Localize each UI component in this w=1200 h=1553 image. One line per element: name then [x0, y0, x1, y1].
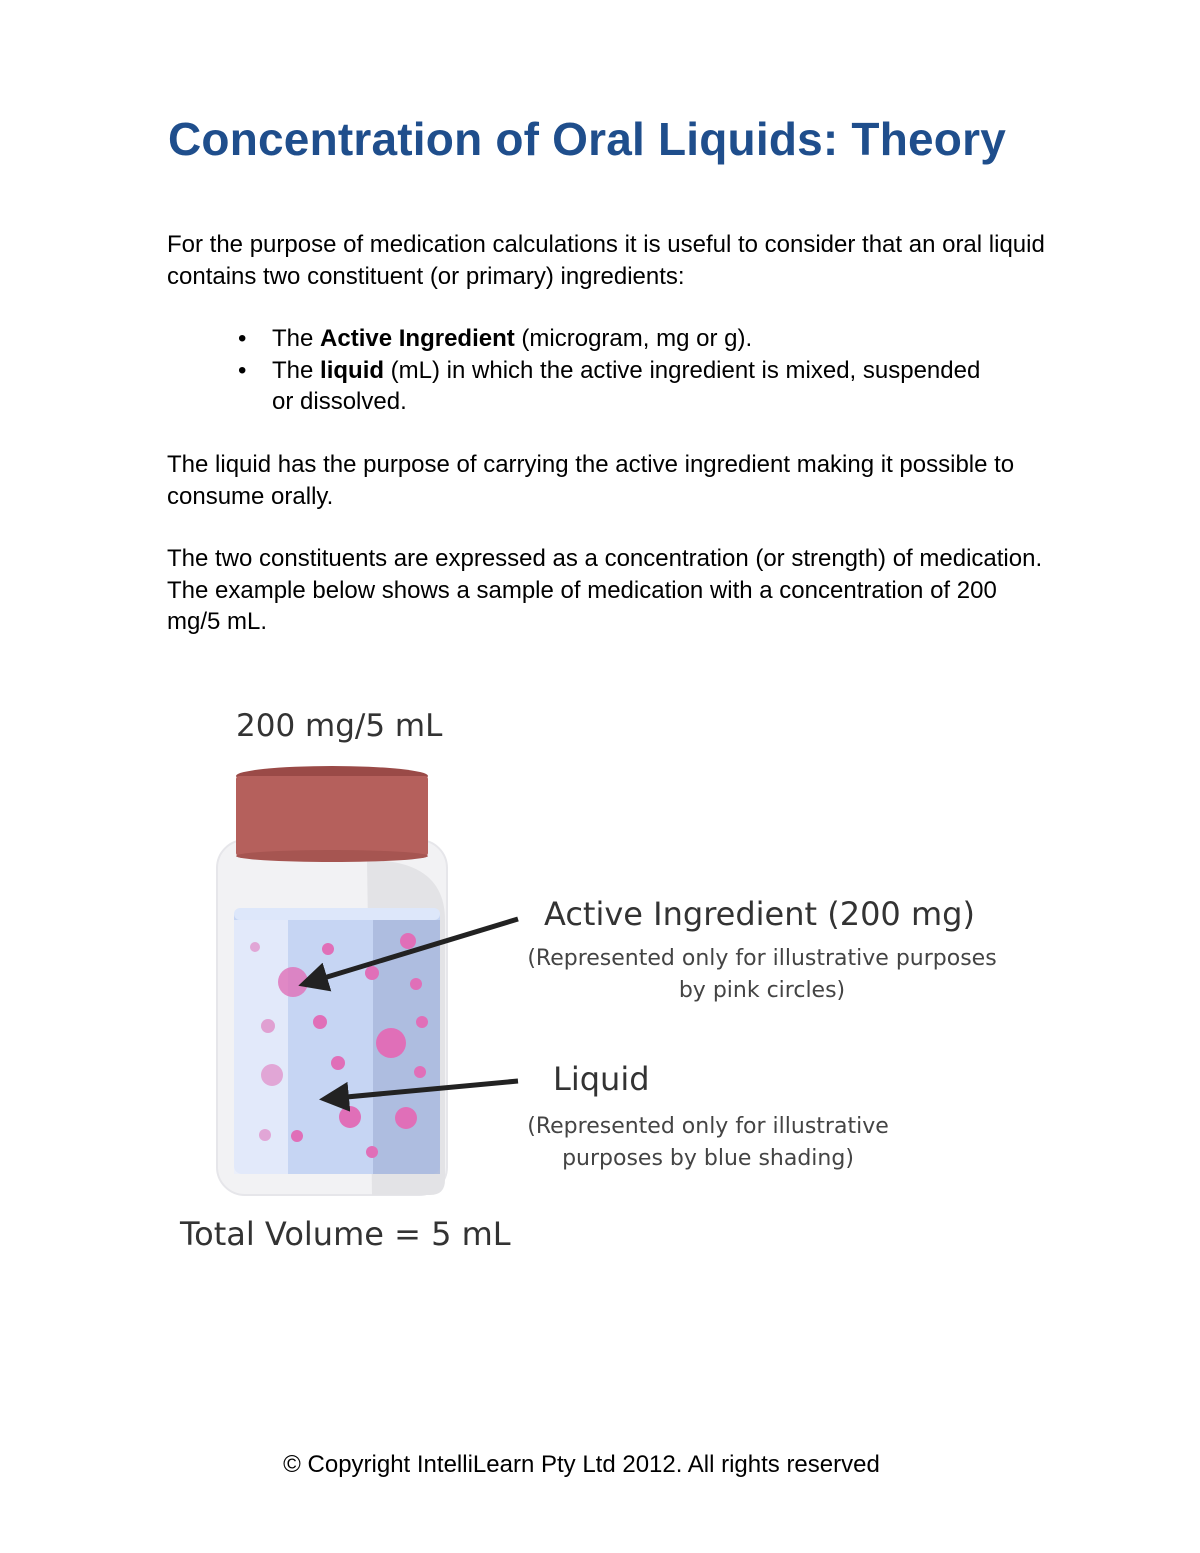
liquid-label: Liquid [553, 1060, 650, 1098]
active-ingredient-label: Active Ingredient (200 mg) [544, 895, 975, 933]
liquid-term: liquid [320, 356, 385, 384]
particle [366, 1146, 378, 1158]
particle [331, 1056, 345, 1070]
copyright-footer: © Copyright IntelliLearn Pty Ltd 2012. All rights reserved [283, 1451, 880, 1478]
particle [322, 943, 334, 955]
page-title: Concentration of Oral Liquids: Theory [168, 113, 1006, 165]
active-ingredient-note-line1: (Represented only for illustrative purposes [527, 946, 997, 971]
liquid-note-line1: (Represented only for illustrative [527, 1114, 889, 1139]
list-item: • The liquid (mL) in which the active ingredient is mixed, suspended or dissolved. [238, 356, 981, 415]
particle [250, 942, 260, 952]
purpose-paragraph: The liquid has the purpose of carrying the active ingredient making it possible to consume orally. [167, 451, 1015, 510]
total-volume-label: Total Volume = 5 mL [180, 1215, 511, 1253]
particle [414, 1066, 426, 1078]
concentration-diagram [160, 690, 1060, 1270]
particle [365, 966, 379, 980]
concentration-label: 200 mg/5 mL [236, 708, 443, 744]
particle [400, 933, 416, 949]
particle [376, 1028, 406, 1058]
active-ingredient-note-line2: by pink circles) [678, 978, 846, 1003]
particle [259, 1129, 271, 1141]
particle [395, 1107, 417, 1129]
concentration-paragraph: The two constituents are expressed as a concentration (or strength) of medication. The example below shows a sample of medication with a concentration of 200 mg/5 mL. [167, 545, 1043, 635]
liquid-surface [234, 908, 440, 920]
bullet-icon: • [238, 356, 247, 384]
particle [416, 1016, 428, 1028]
bottle-cap [236, 776, 428, 856]
cap-bottom [236, 850, 428, 862]
list-item: • The Active Ingredient (microgram, mg or g). [238, 323, 998, 355]
bullet-icon: • [238, 325, 247, 352]
active-ingredient-term: Active Ingredient [320, 325, 515, 352]
particle [261, 1019, 275, 1033]
particle [261, 1064, 283, 1086]
particle [339, 1106, 361, 1128]
intro-paragraph: For the purpose of medication calculations it is useful to consider that an oral liquid contains two constituent (or primary) ingredients: [167, 231, 1045, 290]
particle [291, 1130, 303, 1142]
liquid-note-line2: purposes by blue shading) [562, 1146, 854, 1171]
particle [410, 978, 422, 990]
particle [313, 1015, 327, 1029]
ingredient-list [238, 323, 998, 418]
